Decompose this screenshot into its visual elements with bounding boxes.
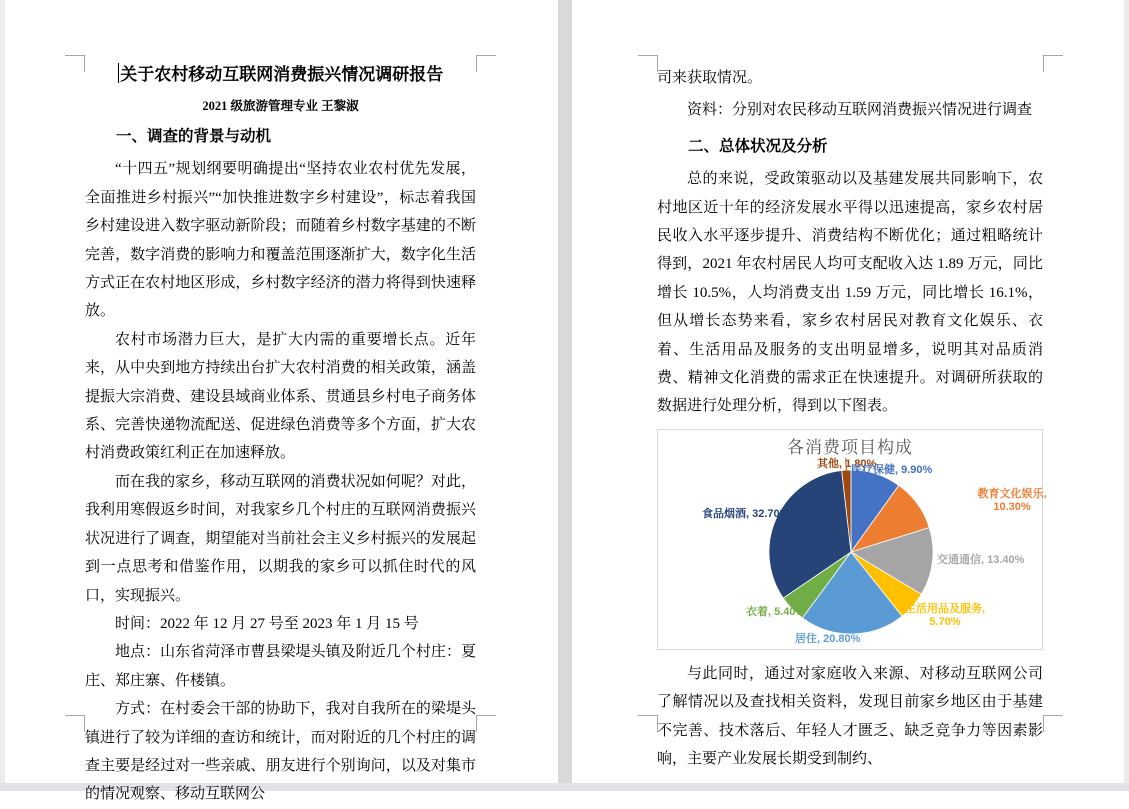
paragraph-continuation: 司来获取情况。 — [657, 70, 763, 86]
crop-mark-top-right — [476, 55, 496, 72]
page1-content — [85, 0, 476, 809]
paragraph: 农村市场潜力巨大，是扩大内需的重要增长点。近年来，从中央到地方持续出台扩大农村消费的相关政策，涵盖提振大宗消费、建设县域商业体系、贯通县乡村电子商务体系、完善快递物流配送、促进绿色消费等多个方面，扩大农村消费政策红利正在加速释放。 — [85, 331, 476, 462]
crop-mark-bottom-left — [65, 715, 85, 732]
pie-label-medical: 医疗保健, 9.90% — [851, 463, 933, 476]
paragraph-method: 方式：在村委会干部的协助下，我对自我所在的梁堤头镇进行了较为详细的查访和统计，而对附近的几个村庄的调查主要是经过对一些亲戚、朋友进行个别询问，以及对集市的情况观察、移动互联网公 — [85, 701, 476, 803]
pie-label-food-tobacco: 食品烟酒, 32.70% — [702, 507, 790, 520]
page2-content — [657, 0, 1047, 774]
pie-label-housing: 居住, 20.80% — [795, 632, 861, 645]
section-heading-1: 一、调查的背景与动机 — [116, 128, 272, 145]
crop-mark-bottom-right — [1043, 715, 1063, 732]
crop-mark-top-right — [1043, 55, 1063, 72]
pie-label-clothing: 衣着, 5.40% — [746, 605, 806, 618]
crop-mark-top-left — [638, 55, 658, 72]
crop-mark-bottom-right — [476, 715, 496, 732]
paragraph-closing: 与此同时，通过对家庭收入来源、对移动互联网公司了解情况以及查找相关资料，发现目前家乡地区由于基建不完善、技术落后、年轻人才匮乏、缺乏竞争力等因素影响，主要产业发展长期受到制约、 — [657, 665, 1043, 768]
pie-chart[interactable] — [657, 429, 1047, 650]
paragraph: “十四五”规划纲要明确提出“坚持农业农村优先发展，全面推进乡村振兴”“加快推进数字乡村建设”，标志着我国乡村建设进入数字驱动新阶段；而随着乡村数字基建的不断完善，数字消费的影响力和覆盖范围逐渐扩大，数字化生活方式正在农村地区形成，乡村数字经济的潜力将得到快速释放。 — [85, 161, 476, 320]
document-page-1[interactable] — [5, 0, 558, 803]
pie-label-transport: 交通通信, 13.40% — [937, 553, 1025, 566]
paragraph: 而在我的家乡，移动互联网的消费状况如何呢？对此，我利用寒假返乡时间，对我家乡几个村庄的互联网消费振兴状况进行了调查，期望能对当前社会主义乡村振兴的发展起到一点思考和借鉴作用，以期我的家乡可以抓住时代的风口，实现振兴。 — [85, 473, 476, 604]
paragraph-time: 时间：2022 年 12 月 27 号至 2023 年 1 月 15 号 — [115, 615, 419, 632]
pie-label-other: 其他, 1.80% — [817, 457, 877, 470]
document-page-2[interactable] — [572, 0, 1124, 783]
page-title-text: 关于农村移动互联网消费振兴情况调研报告 — [120, 65, 444, 84]
crop-mark-top-left — [65, 55, 85, 72]
paragraph-place: 地点：山东省菏泽市曹县梁堤头镇及附近几个村庄：夏庄、郑庄寨、仵楼镇。 — [85, 644, 476, 689]
page-title — [85, 62, 476, 88]
chart-title: 各消费项目构成 — [787, 437, 913, 457]
page-gap — [558, 0, 572, 783]
crop-mark-bottom-left — [638, 715, 658, 732]
section-heading-2: 二、总体状况及分析 — [688, 137, 828, 155]
pie-label-daily-goods: 生活用品及服务, 5.70% — [904, 602, 986, 628]
paragraph-source: 资料：分别对农民移动互联网消费振兴情况进行调查 — [687, 102, 1033, 119]
pie-label-education: 教育文化娱乐, 10.30% — [977, 487, 1047, 513]
page-subtitle: 2021 级旅游管理专业 王黎淑 — [202, 99, 359, 113]
paragraph: 总的来说，受政策驱动以及基建发展共同影响下，农村地区近十年的经济发展水平得以迅速提高，家乡农村居民收入水平逐步提升、消费结构不断优化；通过粗略统计得到，2021 年农村居民人均可支配收入达 1.89 万元，同比增长 10.5%，人均消费支出 1.59 万元，同比增长 16.1%，但从增长态势来看，家乡农村居民对教育文化娱乐、衣着、生活用品及服务的支出明显增多，说明其对品质消费、精神文化消费的需求正在快速提升。对调研所获取的数据进行处理分析，得到以下图表。 — [657, 171, 1043, 415]
